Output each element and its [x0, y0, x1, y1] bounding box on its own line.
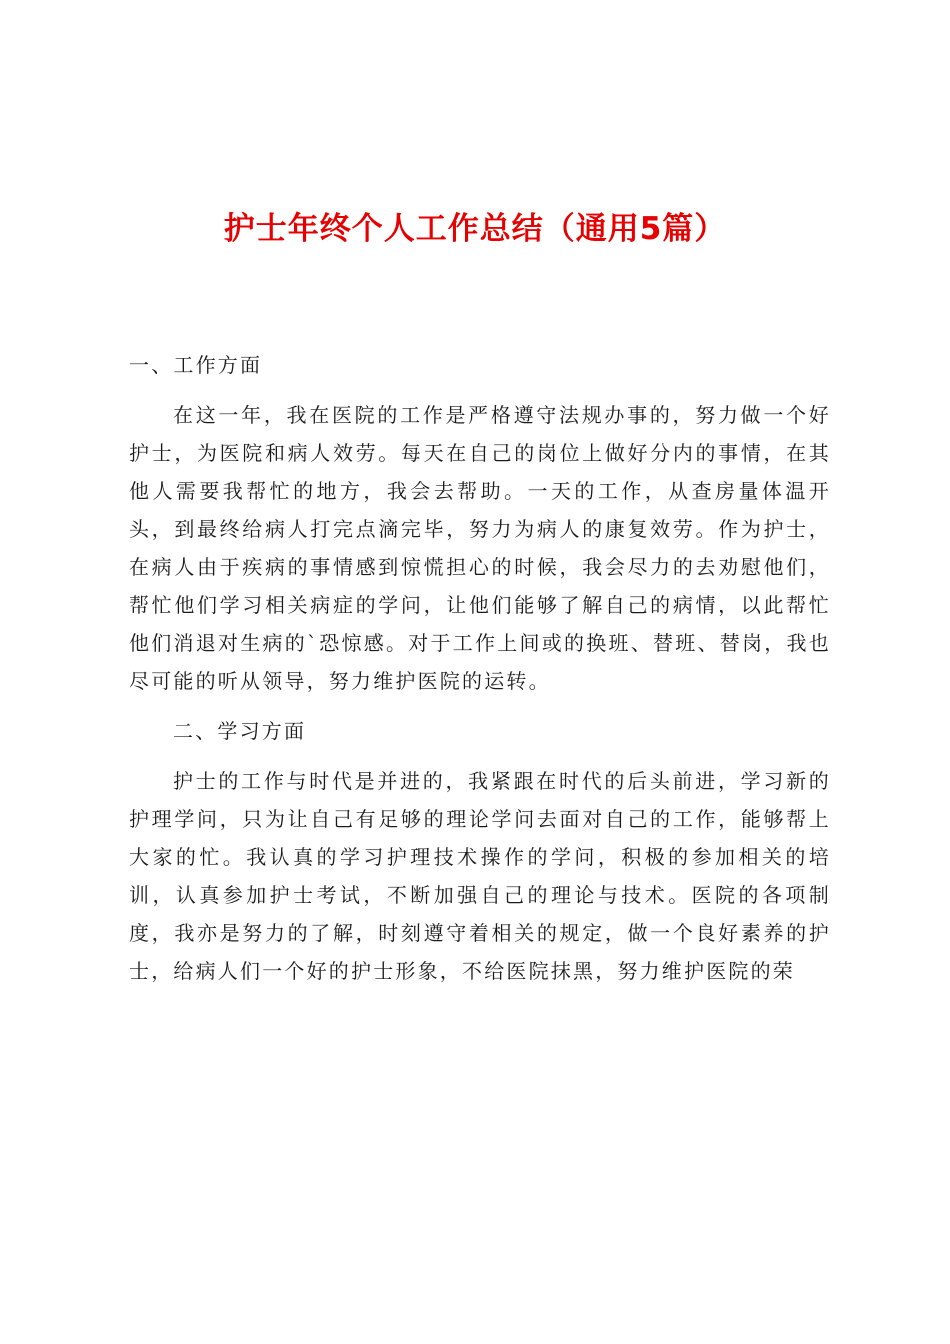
document-body: [129, 346, 831, 1002]
section-heading-work: 一、工作方面: [129, 353, 263, 377]
section-heading-study: 二、学习方面: [173, 719, 307, 743]
section-paragraph-work: 在这一年，我在医院的工作是严格遵守法规办事的，努力做一个好护士，为医院和病人效劳。每天在自己的岗位上做好分内的事情，在其他人需要我帮忙的地方，我会去帮助。一天的工作，从查房量体温开头，到最终给病人打完点滴完毕，努力为病人的康复效劳。作为护士，在病人由于疾病的事情感到惊慌担心的时候，我会尽力的去劝慰他们，帮忙他们学习相关病症的学问，让他们能够了解自己的病情，以此帮忙他们消退对生病的`恐惊感。对于工作上间或的换班、替班、替岗，我也尽可能的听从领导，努力维护医院的运转。: [129, 403, 831, 693]
section-paragraph-study: 护士的工作与时代是并进的，我紧跟在时代的后头前进，学习新的护理学问，只为让自己有足够的理论学问去面对自己的工作，能够帮上大家的忙。我认真的学习护理技术操作的学问，积极的参加相关的培训，认真参加护士考试，不断加强自己的理论与技术。医院的各项制度，我亦是努力的了解，时刻遵守着相关的规定，做一个良好素养的护士，给病人们一个好的护士形象，不给医院抹黑，努力维护医院的荣: [129, 769, 831, 983]
document-title: 护士年终个人工作总结（通用5篇）: [223, 210, 727, 247]
